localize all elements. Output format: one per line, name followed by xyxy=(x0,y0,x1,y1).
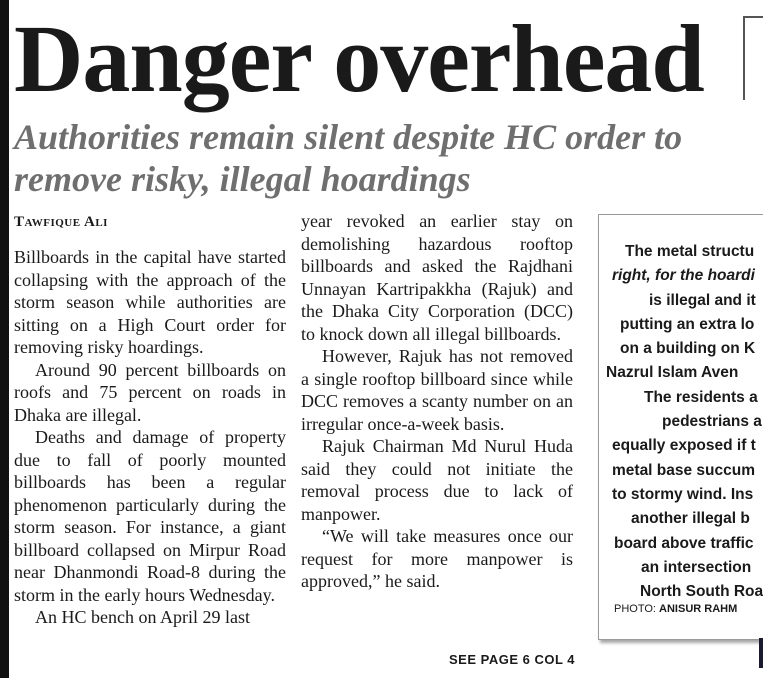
article-column-1 xyxy=(14,246,286,629)
headline: Danger overhead xyxy=(14,5,704,112)
subheadline: Authorities remain silent despite HC order to remove risky, illegal hoardings xyxy=(14,117,683,199)
byline: Tawfique Ali xyxy=(14,214,108,230)
photo-credit xyxy=(614,603,737,615)
caption-line: putting an extra lo xyxy=(620,315,755,333)
caption-line: Nazrul Islam Aven xyxy=(606,364,739,382)
caption-line: The metal structu xyxy=(625,243,755,260)
caption-line: metal base succum xyxy=(612,461,756,479)
caption-line: to stormy wind. Ins xyxy=(612,485,754,503)
paragraph: Rajuk Chairman Md Nurul Huda said they could not initiate the removal process due to lack of manpower. xyxy=(301,436,573,524)
paragraph: However, Rajuk has not removed a single rooftop billboard since while DCC removes a scanty number on an irregular once-a-week basis. xyxy=(301,346,573,434)
paragraph: Deaths and damage of property due to fall of poorly mounted billboards has been a regular phenomenon particularly during the storm season. For instance, a giant billboard collapsed on Mirpur Road near Dhanmondi Road-8 during the storm in the early hours Wednesday. xyxy=(14,427,286,605)
adjacent-page-edge xyxy=(759,638,763,668)
page-edge-bar xyxy=(0,0,9,678)
caption-line: The residents a xyxy=(644,388,758,406)
photo-credit-label: PHOTO: xyxy=(614,603,656,615)
caption-line: North South Roa xyxy=(640,583,763,596)
caption-line: an intersection xyxy=(641,558,752,576)
paragraph: An HC bench on April 29 last xyxy=(35,607,250,627)
paragraph: “We will take measures once our request for more manpower is approved,” he said. xyxy=(301,526,573,591)
caption-line: is illegal and it xyxy=(649,291,756,309)
continued-jump-line: SEE PAGE 6 COL 4 xyxy=(449,652,576,667)
paragraph: Around 90 percent billboards on roofs and 75 percent on roads in Dhaka are illegal. xyxy=(14,359,286,425)
paragraph: Billboards in the capital have started collapsing with the approach of the storm season while authorities are sitting on a High Court order for removing risky hoardings. xyxy=(14,247,286,357)
paragraph: year revoked an earlier stay on demolishing hazardous rooftop billboards and asked the Rajdhani Unnayan Kartripakkha (Rajuk) and the Dhaka City Corporation (DCC) to knock down all illegal billboards. xyxy=(301,211,573,344)
adjacent-frame xyxy=(743,16,763,100)
caption-line: pedestrians a xyxy=(662,413,762,431)
caption-line: another illegal b xyxy=(631,510,750,528)
caption-line: equally exposed if t xyxy=(612,437,756,455)
photo-credit-name: ANISUR RAHM xyxy=(659,603,738,615)
caption-line: board above traffic xyxy=(614,534,754,552)
caption-line: right, for the hoardi xyxy=(612,267,755,285)
photo-caption xyxy=(604,240,763,596)
caption-line: on a building on K xyxy=(620,340,756,358)
article-column-2 xyxy=(301,210,573,593)
